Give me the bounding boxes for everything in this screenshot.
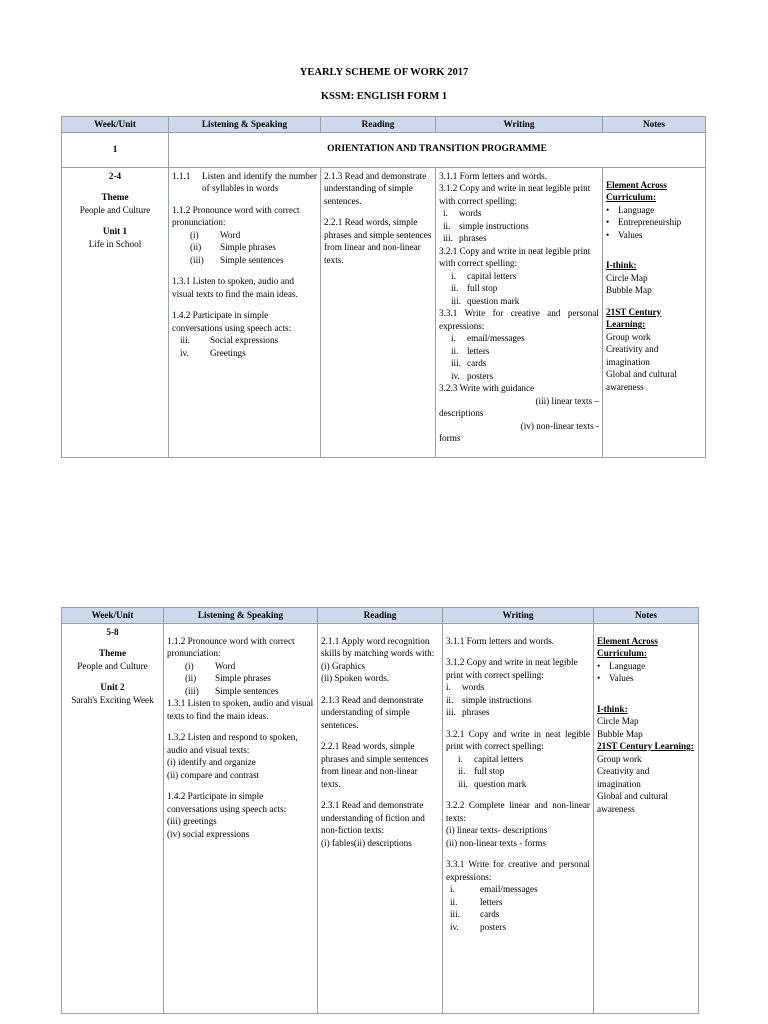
list-marker: (iii) [190, 254, 204, 265]
theme-value: People and Culture [77, 660, 148, 671]
notes-cell [594, 623, 699, 1013]
standard-text: 1.3.1 Listen to spoken, audio and visual texts to find the main ideas. [167, 698, 314, 721]
list-item: Creativity and imagination [606, 344, 659, 367]
orientation-row [62, 132, 706, 167]
list-item: Values [609, 673, 634, 683]
header-writing: Writing [443, 608, 594, 624]
standard-text: 3.1.1 Form letters and words. [446, 635, 554, 646]
notes-heading: 21ST Century Learning: [606, 306, 662, 329]
list-item: (ii) non-linear texts - forms [446, 837, 547, 848]
list-item: cards [467, 358, 487, 368]
orientation-text: ORIENTATION AND TRANSITION PROGRAMME [169, 132, 706, 167]
standard-number: 1.1.1 [172, 170, 191, 181]
list-marker: iii. [451, 295, 461, 306]
list-marker: i. [451, 333, 456, 343]
list-item: email/messages [480, 884, 538, 894]
unit-label: Unit 2 [100, 682, 125, 692]
week-unit-cell [62, 623, 164, 1013]
list-marker: (i) [185, 660, 194, 671]
list-item: Word [220, 229, 241, 240]
bullet-icon: • [597, 673, 601, 683]
list-marker: iv. [180, 347, 189, 358]
theme-label: Theme [101, 192, 129, 202]
list-item: simple instructions [462, 694, 532, 705]
standard-text: 2.2.1 Read words, simple phrases and simple sentences from linear and non-linear texts. [321, 741, 429, 789]
list-item: question mark [474, 778, 527, 789]
list-marker: iii. [446, 707, 456, 717]
list-marker: ii. [450, 896, 458, 907]
list-item: cards [480, 909, 500, 919]
list-item: full stop [467, 283, 498, 293]
standard-text: 1.1.2 Pronounce word with correct pronunciation: [172, 204, 300, 227]
unit-label: Unit 1 [102, 226, 128, 236]
list-marker: iii. [451, 358, 461, 368]
week-range: 2-4 [108, 170, 122, 181]
orientation-week: 1 [62, 132, 169, 167]
list-item: Group work [606, 331, 651, 342]
list-item: (iv) non-linear texts - [520, 420, 599, 431]
notes-cell [603, 167, 706, 457]
list-item: posters [467, 370, 494, 381]
list-item: (i) linear texts- descriptions [446, 825, 548, 835]
week-range: 5-8 [106, 626, 119, 637]
list-item: posters [480, 921, 507, 932]
list-marker: iii. [450, 909, 460, 919]
list-item: (ii) compare and contrast [167, 769, 260, 780]
list-item: Bubble Map [597, 728, 643, 739]
list-item: letters [480, 896, 503, 907]
list-item: descriptions [439, 408, 484, 418]
reading-cell [321, 167, 436, 457]
list-marker: ii. [451, 345, 459, 356]
header-notes: Notes [594, 608, 699, 624]
header-reading: Reading [321, 117, 436, 133]
list-item: Global and cultural awareness [606, 369, 677, 392]
list-item: Values [618, 229, 643, 240]
header-week-unit: Week/Unit [62, 117, 169, 133]
theme-label: Theme [98, 648, 127, 658]
standard-text: 1.4.2 Participate in simple conversations using speech acts: [172, 310, 292, 333]
standard-text: 3.1.1 Form letters and words. [439, 170, 547, 181]
list-item: (i) Graphics [321, 660, 366, 671]
list-marker: i. [450, 884, 455, 894]
list-marker: iv. [450, 921, 459, 932]
list-item: Simple phrases [215, 673, 271, 683]
list-item: Greetings [210, 347, 246, 358]
list-item: forms [439, 433, 461, 443]
week-unit-cell [62, 167, 169, 457]
scheme-table-1 [61, 116, 706, 458]
list-item: Entrepreneurship [618, 217, 682, 227]
list-item: (iii) greetings [167, 816, 217, 826]
standard-text: 2.1.3 Read and demonstrate understanding of simple sentences. [321, 694, 424, 730]
list-marker: ii. [451, 283, 459, 293]
standard-text: 1.3.2 Listen and respond to spoken, audio and visual texts: [167, 732, 298, 755]
document-title: YEARLY SCHEME OF WORK 2017 [299, 67, 469, 78]
standard-text: 1.4.2 Participate in simple conversations using speech acts: [167, 791, 287, 814]
list-item: letters [467, 345, 490, 356]
list-item: (i) fables(ii) descriptions [321, 837, 412, 848]
unit-name: Sarah's Exciting Week [71, 694, 154, 705]
reading-cell [318, 623, 443, 1013]
table-row [62, 623, 699, 1013]
bullet-icon: • [606, 204, 610, 215]
standard-text: 3.1.2 Copy and write in neat legible print with correct spelling: [439, 183, 591, 206]
standard-text: 1.1.2 Pronounce word with correct pronunciation: [167, 635, 295, 658]
standard-text: 3.1.2 Copy and write in neat legible print with correct spelling: [446, 657, 578, 680]
list-marker: iii. [443, 233, 453, 243]
list-item: Language [618, 204, 655, 215]
standard-text: 3.3.1 Write for creative and personal expressions: [439, 308, 599, 331]
header-listening-speaking: Listening & Speaking [164, 608, 318, 624]
list-item: Group work [597, 753, 642, 764]
unit-name: Life in School [88, 238, 142, 249]
list-item: email/messages [467, 333, 525, 343]
header-notes: Notes [603, 117, 706, 133]
list-marker: ii. [443, 220, 451, 231]
standard-text: 2.1.3 Read and demonstrate understanding of simple sentences. [324, 170, 427, 206]
standard-text: 2.2.1 Read words, simple phrases and simple sentences from linear and non-linear texts. [324, 217, 432, 265]
list-marker: (ii) [190, 242, 202, 252]
standard-text: 3.3.1 Write for creative and personal expressions: [446, 859, 590, 882]
standard-text: Listen and identify the number of syllables in words [202, 170, 317, 193]
list-marker: i. [446, 682, 451, 692]
list-marker: (i) [190, 229, 199, 240]
bullet-icon: • [597, 660, 601, 671]
notes-heading: I-think: [606, 260, 637, 270]
standard-text: 3.2.3 Write with guidance [439, 383, 535, 393]
list-item: Circle Map [597, 716, 639, 726]
list-item: question mark [467, 295, 520, 306]
standard-text: 2.3.1 Read and demonstrate understanding of fiction and non-fiction texts: [321, 800, 425, 835]
list-marker: i. [451, 270, 456, 281]
list-item: (i) identify and organize [167, 757, 256, 767]
list-item: Simple sentences [220, 254, 284, 265]
list-item: Social expressions [210, 335, 279, 345]
list-item: Simple sentences [215, 685, 279, 696]
header-reading: Reading [318, 608, 443, 624]
list-marker: i. [458, 753, 463, 764]
list-marker: iv. [451, 370, 460, 381]
list-item: capital letters [467, 270, 517, 281]
list-item: Language [609, 660, 646, 671]
notes-heading: Element Across Curriculum: [597, 635, 658, 658]
list-item: capital letters [474, 753, 524, 764]
standard-text: 3.2.1 Copy and write in neat legible print with correct spelling: [439, 245, 591, 268]
list-item: (iv) social expressions [167, 828, 250, 839]
listening-speaking-cell [164, 623, 318, 1013]
list-marker: (iii) [185, 685, 199, 696]
list-marker: iii. [458, 778, 468, 789]
header-listening-speaking: Listening & Speaking [169, 117, 321, 133]
table-header-row [62, 117, 706, 133]
header-writing: Writing [436, 117, 603, 133]
list-item: Global and cultural awareness [597, 791, 668, 814]
list-item: phrases [462, 707, 490, 717]
list-marker: iii. [180, 335, 190, 345]
list-item: Simple phrases [220, 242, 276, 252]
listening-speaking-cell [169, 167, 321, 457]
list-item: Circle Map [606, 272, 648, 283]
list-marker: ii. [446, 694, 454, 705]
list-marker: ii. [458, 766, 466, 776]
bullet-icon: • [606, 217, 610, 227]
standard-text: 3.2.1 Copy and write in neat legible print with correct spelling: [446, 728, 590, 751]
writing-cell [436, 167, 603, 457]
theme-value: People and Culture [79, 204, 151, 215]
table-row [62, 167, 706, 457]
list-item: simple instructions [459, 220, 529, 231]
standard-text: 1.3.1 Listen to spoken, audio and visual texts to find the main ideas. [172, 276, 298, 299]
bullet-icon: • [606, 229, 610, 240]
list-item: (ii) Spoken words. [321, 673, 390, 683]
list-item: full stop [474, 766, 505, 776]
list-item: (iii) linear texts – [535, 395, 599, 406]
header-week-unit: Week/Unit [62, 608, 164, 624]
list-item: Word [215, 660, 236, 671]
standard-text: 3.2.2 Complete linear and non-linear texts: [446, 800, 590, 823]
list-item: Creativity and imagination [597, 766, 650, 789]
table-header-row [62, 608, 699, 624]
standard-text: 2.1.1 Apply word recognition skills by matching words with: [321, 635, 435, 658]
list-item: words [462, 682, 485, 692]
writing-cell [443, 623, 594, 1013]
list-item: phrases [459, 233, 487, 243]
document-subtitle: KSSM: ENGLISH FORM 1 [320, 91, 448, 102]
notes-heading: 21ST Century Learning: [597, 741, 694, 751]
scheme-table-2 [61, 607, 699, 1014]
list-marker: (ii) [185, 673, 197, 683]
notes-heading: Element Across Curriculum: [606, 179, 667, 202]
list-item: Bubble Map [606, 285, 652, 295]
notes-heading: I-think: [597, 703, 628, 714]
list-item: words [459, 208, 482, 218]
list-marker: i. [443, 208, 448, 218]
